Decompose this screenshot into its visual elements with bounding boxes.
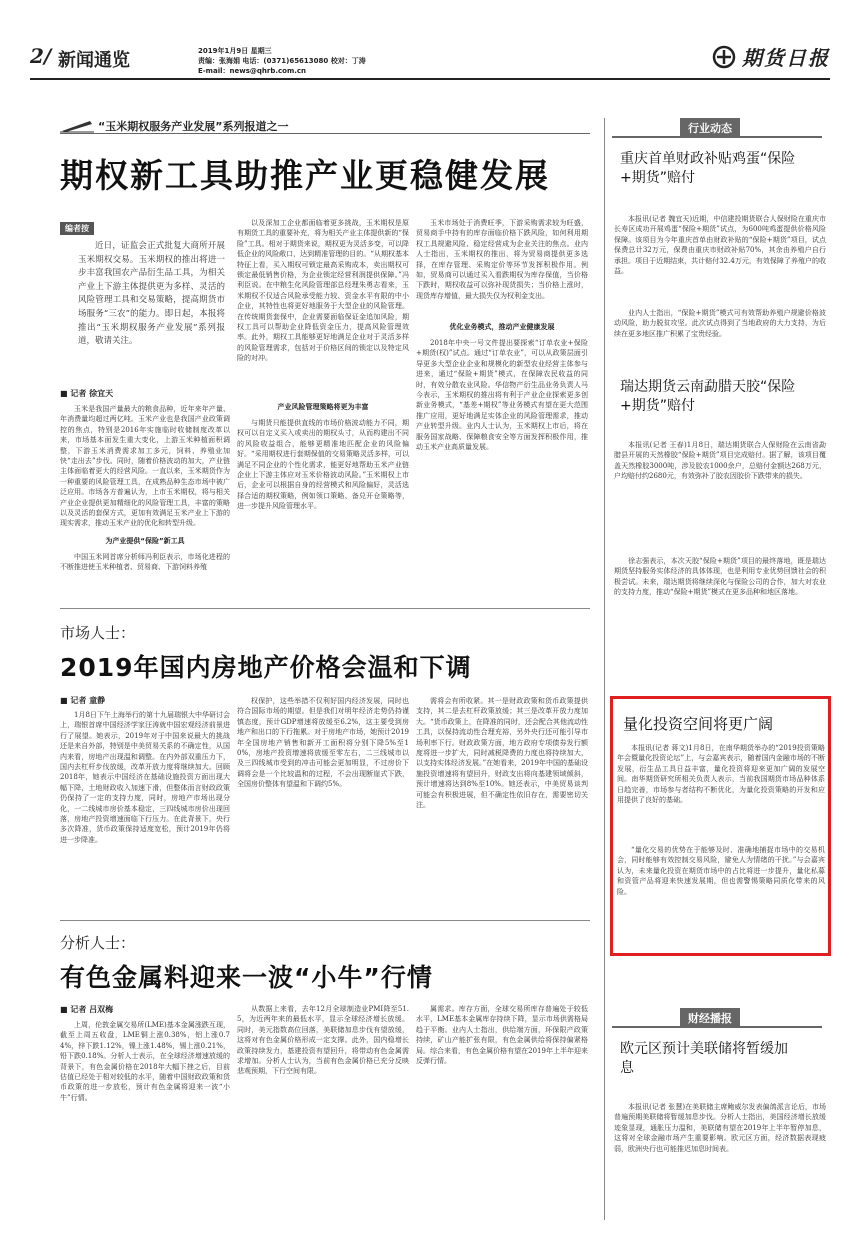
tag-industry-line xyxy=(612,136,822,138)
side-headline-3: 量化投资空间将更广阔 xyxy=(623,715,774,733)
headline-3: 有色金属料迎来一波“小牛”行情 xyxy=(60,963,433,992)
divider-2 xyxy=(60,920,590,921)
a1-col1-text: 玉米是我国产量最大的粮食品种，近年来年产量、年消费量均超过两亿吨。玉米产业也是我国产业政策调控的焦点，特别是2016年实施临时收储制度改革以来，市场基本面发生重大变化，上游玉米种植面积调整，下游玉米消费需求加工多元，饲料、养殖业加快“走出去”步伐。同时，随着价格波动的加大，产业链主体面临着更大的经营风险。一直以来，玉米期货作为一种重要的风险管理工具，在成熟品种生态市场中被广泛应用。市场各方普遍认为，上市玉米期权，将与相关产业企业提供更加精细化的风险管理工具，丰富的策略以及灵活的套保方式，更加有效满足玉米产业上下游的现实需求，推动玉米产业的优化和转型升级。 xyxy=(60,405,230,528)
byline-1: ■ 记者 徐宜天 xyxy=(60,389,114,398)
paper-name: 期货日报 xyxy=(742,46,830,70)
a3-col1-text: 上周，伦敦金属交易所(LME)基本金属涨跌互现，截至上周五收盘，LME铜上涨0.38%，铝上涨0.74%，锌下跌1.12%，镍上涨1.48%，锡上涨0.21%，铅下跌0.18%。分析人士表示，在全球经济增速放缓的背景下，有色金属价格在2018年大幅下挫之后，目前估值已经处于相对较低的水平，随着中国财政政策和货币政策的进一步放松，预计有色金属将迎来一波“小牛”行情。 xyxy=(60,1021,230,1102)
section-name: 新闻通览 xyxy=(58,50,130,71)
side-1-text2: 业内人士指出，“保险+期货”模式可有效帮助养殖户规避价格波动风险，助力脱贫攻坚。此次试点得到了当地政府的大力支持，为后续在更多地区推广积累了宝贵经验。 xyxy=(614,309,826,338)
pen-icon xyxy=(60,119,94,133)
logo-icon xyxy=(712,45,736,69)
page-number: 2/ xyxy=(30,44,52,68)
side-headline-1: 重庆首单财政补贴鸡蛋“保险+期货”赔付 xyxy=(620,151,796,186)
kicker-3: 分析人士： xyxy=(60,934,136,952)
side-3-text: 本报讯(记者 蒋文)1月8日，在南华期货举办的“2019投资策略年会暨量化投资论坛”上，与会嘉宾表示，随着国内金融市场的不断发展，衍生品工具日益丰富，量化投资将迎来更加广阔的发展空间。南华期货研究所相关负责人表示，当前我国期货市场品种体系日趋完善，市场参与者结构不断优化，为量化投资策略的开发和应用提供了良好的基础。 xyxy=(617,744,825,805)
a1-col2b-text: 与期货只能提供直线的市场价格波动能力不同，期权可以自定义买入或卖出的期权头寸，从而构建出不同的风险收益组合，能够更精准地匹配企业的风险偏好。“采用期权进行套期保值的交易策略灵活多样，可以满足不同企业的个性化需求，能更好地帮助玉米产业链企业上下游主体应对玉米价格波动风险。”玉米期权上市后，企业可以根据自身的经营模式和风险偏好，灵活选择合适的期权策略，例如领口策略、备兑开仓策略等，进一步提升风险管理水平。 xyxy=(237,419,409,511)
editor-line: 责编：张海娟 电话：(0371)65613080 校对：丁涛 xyxy=(198,57,366,65)
editor-note-text: 近日，证监会正式批复大商所开展玉米期权交易。玉米期权的推出将进一步丰富我国农产品衍生品工具，为相关产业上下游主体提供更为多样、灵活的风险管理工具和交易策略，提高期货市场服务“三农”的能力。即日起，本报将推出“玉米期权服务产业发展”系列报道，敬请关注。 xyxy=(78,241,225,347)
side-2-text: 本报讯(记者 王春)1月8日，瑞达期货联合人保财险在云南省勐腊县开展的天然橡胶“保险+期货”项目完成赔付。据了解，该项目覆盖天然橡胶3000吨，涉及胶农1000余户，总赔付金额达268万元，户均赔付约2680元，有效弥补了胶农因胶价下跌带来的损失。 xyxy=(614,441,826,481)
side-1-text: 本报讯(记者 魏宜天)近期，中信建投期货联合人保财险在重庆市长寿区成功开展鸡蛋“保险+期货”试点，为600吨鸡蛋提供价格风险保障。该项目为今年重庆首单由财政补贴的“保险+期货”项目，试点保费总计32万元，保费由重庆市财政补贴70%，其余由养殖户自行承担。项目于近期结束，共计赔付32.4万元，有效保障了养殖户的收益。 xyxy=(614,215,826,276)
a2-col3-text: 需将会有所收紧。其一是财政政策和货币政策提供支持，其二是去杠杆政策放缓；其三是改革开放力度加大。“货币政策上，在降准的同时，还会配合其他流动性工具，以保持流动性合理充裕，另外央行还可能引导市场利率下行。财政政策方面，地方政府专项债券发行额度将进一步扩大，同时减税降费的力度也将持续加大，以支持实体经济发展。”在她看来，2019年中国的基础设施投资增速将有望回升，财政支出将向基建领域倾斜，预计增速将达到8%至10%。她还表示，中美贸易谈判可能会有积极进展，但不确定性依旧存在，需要密切关注。 xyxy=(416,697,588,810)
series-title: “玉米期权服务产业发展”系列报道之一 xyxy=(98,120,289,133)
side-headline-2: 瑞达期货云南勐腊天胶“保险+期货”赔付 xyxy=(620,379,796,414)
highlight-box xyxy=(610,696,831,956)
editor-note-label: 编者按 xyxy=(60,222,94,235)
a2-col1-text: 1月8日下午上海举行的第十九届瑞银大中华研讨会上，瑞银首席中国经济学家汪涛就中国宏观经济前景进行了展望。她表示，2019年对于中国来说最大的挑战还是来自外部，特别是中美贸易关系的不确定性，从国内来看，房地产出现温和调整。在内外部双重压力下，国内去杠杆步伐放缓，改革开放力度将继续加大。回顾2018年，她表示中国经济在基础设施投资方面出现大幅下降，土地财政收入加速下滑，但整体而言财政政策仍保持了一定的支持力度，同时，房地产市场出现分化，一二线城市房价基本稳定，三四线城市房价出现回落，房地产投资增速面临下行压力。在此背景下，央行多次降准，货币政策保持适度宽松，预计2019年仍将进一步降准。 xyxy=(60,711,230,844)
a2-col2-text: 权保护，这些举措不仅利好国内经济发展，同时也符合国际市场的期望。但是我们对明年经济走势仍持谨慎态度，预计GDP增速将放缓至6.2%，这主要受到房地产和出口的下行拖累。对于房地产市场，她预计2019年全国房地产销售和新开工面积将分别下降5%至10%，房地产投资增速将放缓至零左右，二三线城市以及三四线城市受到的冲击可能会更加明显，不过房价下调将会是一个比较温和的过程，不会出现断崖式下跌，全国房价整体有望温和下调约5%。 xyxy=(237,697,409,789)
email-line: E-mail：news@qhrb.com.cn xyxy=(198,67,307,75)
divider-1 xyxy=(60,608,590,609)
side-4-text: 本报讯(记者 张慧)在美联储主席鲍威尔发表偏鸽派言论后，市场普遍预期美联储将暂缓加息步伐。分析人士指出，美国经济增长放缓迹象显现，通胀压力温和，美联储有望在2019年上半年暂停加息，这将对全球金融市场产生重要影响。欧元区方面，经济数据表现疲弱，欧洲央行也可能推迟加息时间表。 xyxy=(614,1103,826,1153)
a1-subhead-2: 产业风险管理策略将更为丰富 xyxy=(277,403,369,411)
tag-finance-line xyxy=(612,1026,822,1028)
kicker-2: 市场人士： xyxy=(60,624,136,642)
series-label xyxy=(60,118,590,134)
a1-col2-text: 以及深加工企业都面临着更多挑战，玉米期权是原有期货工具的重要补充，将为相关产业主体提供新的“保险”工具。相对于期货来说，期权更为灵活多变，可以降低企业的风险敞口，达到精准管理的目的。“从期权基本特征上看，买入期权可锁定最高采购成本，卖出期权可锁定最低销售价格，为企业锁定经营利润提供保障。”冯利臣说。在中粮生化风险管理部总经理朱勇志看来，玉米期权不仅适合风险承受能力较、资金水平有限的中小企业，其特性也将更好地服务于大型企业的风险管理。在传统期货套保中，企业需要面临保证金追加风险，期权工具可以帮助企业降低资金压力，提高风险管理效率。此外，期权工具能够更好地满足企业对于灵活多样的风险管理需求，包括对于价格区间的锁定以及特定风险的对冲。 xyxy=(237,219,409,363)
a1-col3-text: 玉米市场处于消费旺季，下游采购需求较为旺盛，贸易商手中持有的库存面临价格下跌风险，如何利用期权工具规避风险、稳定经营成为企业关注的焦点。业内人士指出，玉米期权的推出，将为贸易商提供更多选择，在库存管理、采购定价等环节发挥积极作用。例如，贸易商可以通过买入看跌期权为库存保值，当价格下跌时，期权收益可以弥补现货损失；当价格上涨时，现货库存增值，最大损失仅为权利金支出。 xyxy=(416,219,588,300)
side-2-text2: 徐志强表示，本次天胶“保险+期货”项目的最终落地，既是瑞达期货坚持服务实体经济的具体体现，也是利用专业优势回馈社会的积极尝试。未来，瑞达期货将继续深化与保险公司的合作，加大对农业的支持力度，推动“保险+期货”模式在更多品种和地区落地。 xyxy=(614,557,826,597)
byline-3: ■ 记者 吕双梅 xyxy=(60,1005,114,1014)
issue-date: 2019年1月9日 星期三 xyxy=(198,47,272,55)
editor-note-box xyxy=(60,218,225,370)
a1-col1b-text: 中国玉米网首席分析师冯利臣表示，市场化进程的不断推进使玉米种植者、贸易商、下游饲料养殖 xyxy=(60,553,230,572)
headline-1: 期权新工具助推产业更稳健发展 xyxy=(60,156,550,195)
a1-col3b-text: 2018年中央一号文件提出要探索“订单农业+保险+期货(权)”试点。通过“订单农业”，可以从政策层面引导更多大型企业企业和规模化的新型农业经营主体参与进来，通过“保险+期货”模式，在保障农民收益的同时，有效分散农业风险。华信物产衍生品业务负责人马今表示，玉米期权的推出将有利于产业企业探索更多创新业务模式，“基差+期权”等业务模式有望在更大范围推广应用，更好地满足实体企业的风险管理需求，推动产业转型升级。业内人士认为，玉米期权上市后，将在服务国家战略、保障粮食安全等方面发挥积极作用，推动玉米产业高质量发展。 xyxy=(416,339,588,452)
sidebar-rule xyxy=(604,118,605,1220)
header-rule xyxy=(30,78,830,80)
headline-2: 2019年国内房地产价格会温和下调 xyxy=(60,653,472,682)
a1-subhead-1: 为产业提供“保险”新工具 xyxy=(105,537,185,545)
side-3-text2: “量化交易的优势在于能够及时、准确地捕捉市场中的交易机会，同时能够有效控制交易风险，避免人为情绪的干扰。”与会嘉宾认为，未来量化投资在期货市场中的占比将进一步提升，量化私募和资管产品将迎来快速发展期，但也需警惕策略同质化带来的风险。 xyxy=(617,846,825,896)
byline-2: ■ 记者 童静 xyxy=(60,696,106,705)
tag-industry: 行业动态 xyxy=(680,118,740,138)
a3-col2-text: 从数据上来看，去年12月全球制造业PMI降至51.5，为近两年来的最低水平，显示全球经济增长放缓。同时，美元指数高位回落，美联储加息步伐有望放缓，这将对有色金属价格形成一定支撑。此外，国内稳增长政策持续发力，基建投资有望回升，将带动有色金属需求增加。分析人士认为，当前有色金属价格已充分反映悲观预期，下行空间有限。 xyxy=(237,1005,409,1076)
a1-subhead-3: 优化业务模式，推动产业健康发展 xyxy=(449,323,555,331)
side-headline-4: 欧元区预计美联储将暂缓加息 xyxy=(620,1041,788,1076)
tag-finance: 财经播报 xyxy=(680,1008,740,1028)
page-header xyxy=(30,38,830,78)
paper-logo xyxy=(712,42,830,71)
a3-col3-text: 属需求。库存方面，全球交易所库存普遍处于较低水平，LME基本金属库存持续下降，显示市场供需格局趋于平衡。业内人士指出，供给端方面，环保限产政策持续，矿山产能扩张有限，有色金属供给将保持偏紧格局。综合来看，有色金属价格有望在2019年上半年迎来反弹行情。 xyxy=(416,1005,588,1066)
